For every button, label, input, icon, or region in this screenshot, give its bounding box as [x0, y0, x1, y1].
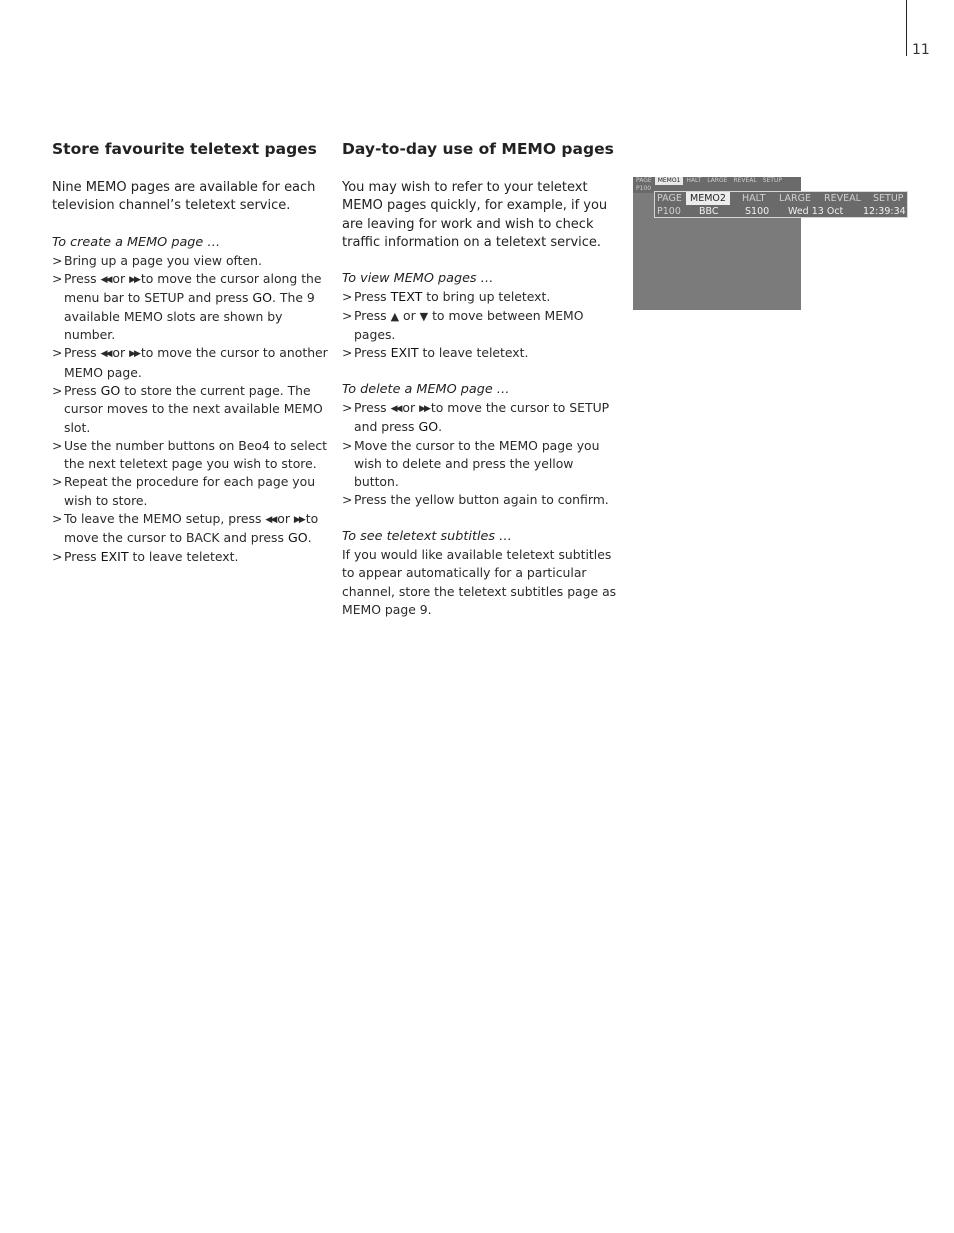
- fast-forward-icon: ▶▶: [129, 275, 139, 286]
- list-item: > To leave the MEMO setup, press ◀◀ or ▶▶ to move the cursor to BACK and press GO.: [52, 510, 332, 548]
- menu-row-bottom: [655, 205, 907, 218]
- menu-reveal: REVEAL: [824, 193, 861, 204]
- section-title-store: Store favourite teletext pages: [52, 140, 317, 158]
- menu-time: 12:39:34: [863, 206, 906, 217]
- list-item: > Press EXIT to leave teletext.: [342, 344, 622, 362]
- small-reveal-label: REVEAL: [733, 177, 757, 184]
- list-item: > Press ◀◀ or ▶▶ to move the cursor along the menu bar to SETUP and press GO. The 9 available MEMO slots are shown by number.: [52, 270, 332, 344]
- small-menu-row: [633, 177, 801, 185]
- menu-channel: BBC: [699, 206, 719, 217]
- page-rule: [906, 0, 907, 56]
- go-key: GO: [100, 382, 121, 398]
- fast-forward-icon: ▶▶: [419, 403, 429, 414]
- list-item: > Press ◀◀ or ▶▶ to move the cursor to another MEMO page.: [52, 344, 332, 382]
- menu-memo: MEMO2: [686, 192, 730, 205]
- list-item: > Press the yellow button again to confirm.: [342, 491, 622, 509]
- right-column: [342, 140, 622, 619]
- fast-forward-icon: ▶▶: [129, 349, 139, 360]
- up-arrow-icon: ▲: [390, 309, 400, 323]
- delete-memo-steps: [342, 399, 622, 510]
- exit-key: EXIT: [100, 548, 129, 564]
- list-item: > Press TEXT to bring up teletext.: [342, 288, 622, 306]
- small-page-number: P100: [636, 185, 652, 192]
- list-item: > Repeat the procedure for each page you wish to store.: [52, 473, 332, 510]
- exit-key: EXIT: [390, 345, 419, 361]
- down-arrow-icon: ▼: [419, 309, 429, 323]
- rewind-icon: ◀◀: [100, 349, 111, 360]
- left-column: [52, 140, 332, 584]
- view-memo-steps: [342, 288, 622, 362]
- go-key: GO: [287, 530, 308, 546]
- list-item: > Press ◀◀ or ▶▶ to move the cursor to SETUP and press GO.: [342, 399, 622, 437]
- section-title-memo: Day-to-day use of MEMO pages: [342, 140, 614, 158]
- subtitles-text: If you would like available teletext subtitles to appear automatically for a particular channel, store the teletext subtitles page as MEMO page 9.: [342, 547, 617, 617]
- list-item: > Use the number buttons on Beo4 to select the next teletext page you wish to store.: [52, 437, 332, 474]
- fast-forward-icon: ▶▶: [293, 515, 304, 526]
- subhead-delete-memo: To delete a MEMO page …: [342, 381, 510, 397]
- subhead-subtitles: To see teletext subtitles …: [342, 528, 512, 544]
- small-setup-label: SETUP: [762, 177, 782, 184]
- go-key: GO: [252, 290, 273, 306]
- small-page-label: PAGE: [636, 177, 652, 184]
- text-key: TEXT: [390, 289, 423, 305]
- list-item: > Bring up a page you view often.: [52, 252, 332, 270]
- menu-row-top: [655, 192, 907, 205]
- menu-date: Wed 13 Oct: [788, 206, 844, 217]
- list-item: > Move the cursor to the MEMO page you wish to delete and press the yellow button.: [342, 437, 622, 492]
- rewind-icon: ◀◀: [100, 275, 111, 286]
- menu-setup: SETUP: [873, 193, 904, 204]
- teletext-menu-bar: [654, 191, 908, 218]
- menu-page: PAGE: [657, 193, 682, 204]
- small-halt-label: HALT: [686, 177, 702, 184]
- subhead-view-memo: To view MEMO pages …: [342, 271, 494, 287]
- page-number: 11: [912, 42, 930, 58]
- go-key: GO: [418, 419, 439, 435]
- small-memo-label: MEMO1: [655, 177, 684, 185]
- store-intro: Nine MEMO pages are available for each television channel’s teletext service.: [52, 180, 316, 214]
- rewind-icon: ◀◀: [390, 403, 401, 414]
- list-item: > Press GO to store the current page. The cursor moves to the next available MEMO slot.: [52, 382, 332, 437]
- create-memo-steps: [52, 252, 332, 566]
- menu-halt: HALT: [742, 193, 766, 204]
- menu-subpage: S100: [745, 206, 770, 217]
- subhead-create-memo: To create a MEMO page …: [52, 234, 221, 250]
- list-item: > Press EXIT to leave teletext.: [52, 548, 332, 566]
- menu-large: LARGE: [779, 193, 811, 204]
- list-item: > Press ▲ or ▼ to move between MEMO pages.: [342, 307, 622, 345]
- small-large-label: LARGE: [707, 177, 728, 184]
- rewind-icon: ◀◀: [265, 515, 276, 526]
- memo-intro: You may wish to refer to your teletext MEMO pages quickly, for example, if you are leaving for work and wish to check traffic information on a teletext service.: [342, 180, 608, 250]
- menu-page-number: P100: [657, 206, 681, 217]
